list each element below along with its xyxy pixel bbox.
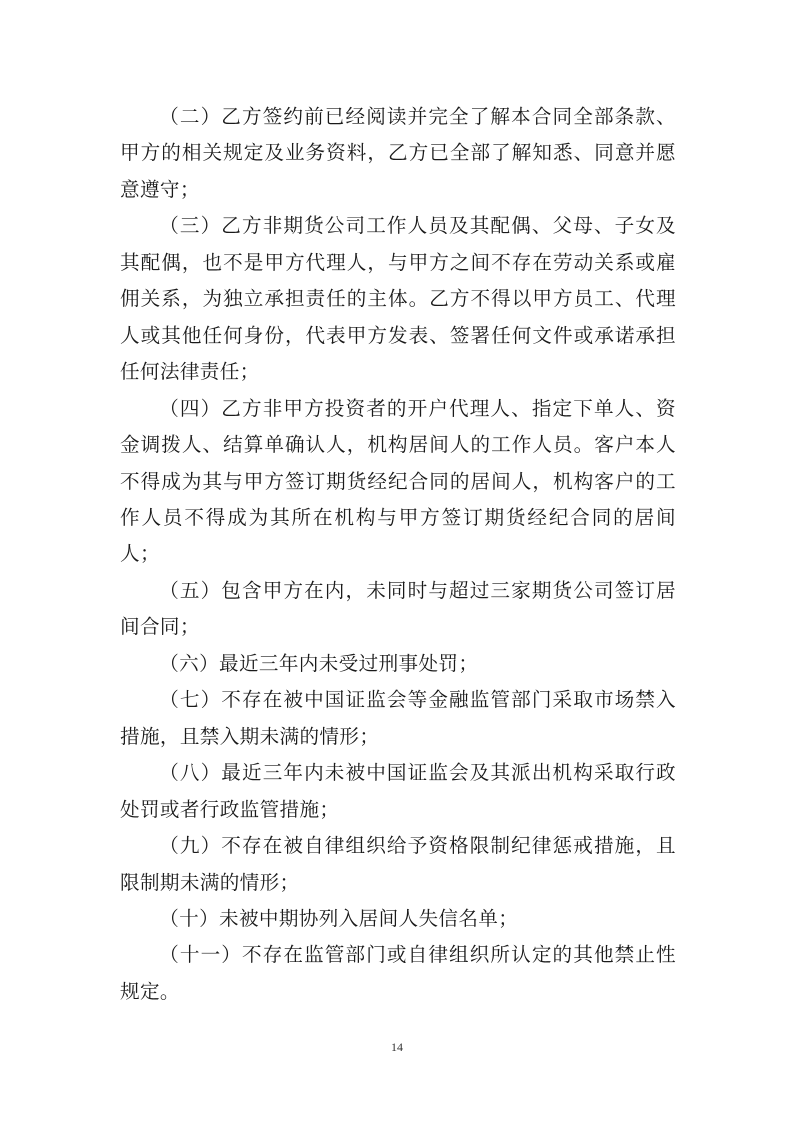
clause-6: （六）最近三年内未受过刑事处罚； — [159, 651, 479, 675]
clause-3: （三）乙方非期货公司工作人员及其配偶、父母、子女及其配偶，也不是甲方代理人，与甲方之间不存在劳动关系或雇佣关系，为独立承担责任的主体。乙方不得以甲方员工、代理人或其他任何身份，代表甲方发表、签署任何文件或承诺承担任何法律责任； — [120, 214, 676, 384]
clause-5: （五）包含甲方在内，未同时与超过三家期货公司签订居间合同； — [120, 578, 676, 639]
clause-11: （十一）不存在监管部门或自律组织所认定的其他禁止性规定。 — [120, 943, 676, 1003]
clause-10: （十）未被中期协列入居间人失信名单； — [159, 906, 519, 930]
clause-7: （七）不存在被中国证监会等金融监管部门采取市场禁入措施，且禁入期未满的情形； — [120, 688, 676, 748]
clause-2: （二）乙方签约前已经阅读并完全了解本合同全部条款、甲方的相关规定及业务资料，乙方已全部了解知悉、同意并愿意遵守； — [120, 105, 676, 201]
document-body — [120, 99, 676, 1010]
page-number: 14 — [391, 1040, 403, 1054]
clause-4: （四）乙方非甲方投资者的开户代理人、指定下单人、资金调拨人、结算单确认人，机构居间人的工作人员。客户本人不得成为其与甲方签订期货经纪合同的居间人，机构客户的工作人员不得成为其所在机构与甲方签订期货经纪合同的居间人； — [120, 396, 676, 566]
clause-9: （九）不存在被自律组织给予资格限制纪律惩戒措施，且限制期未满的情形； — [120, 834, 676, 894]
clause-8: （八）最近三年内未被中国证监会及其派出机构采取行政处罚或者行政监管措施； — [120, 761, 676, 821]
